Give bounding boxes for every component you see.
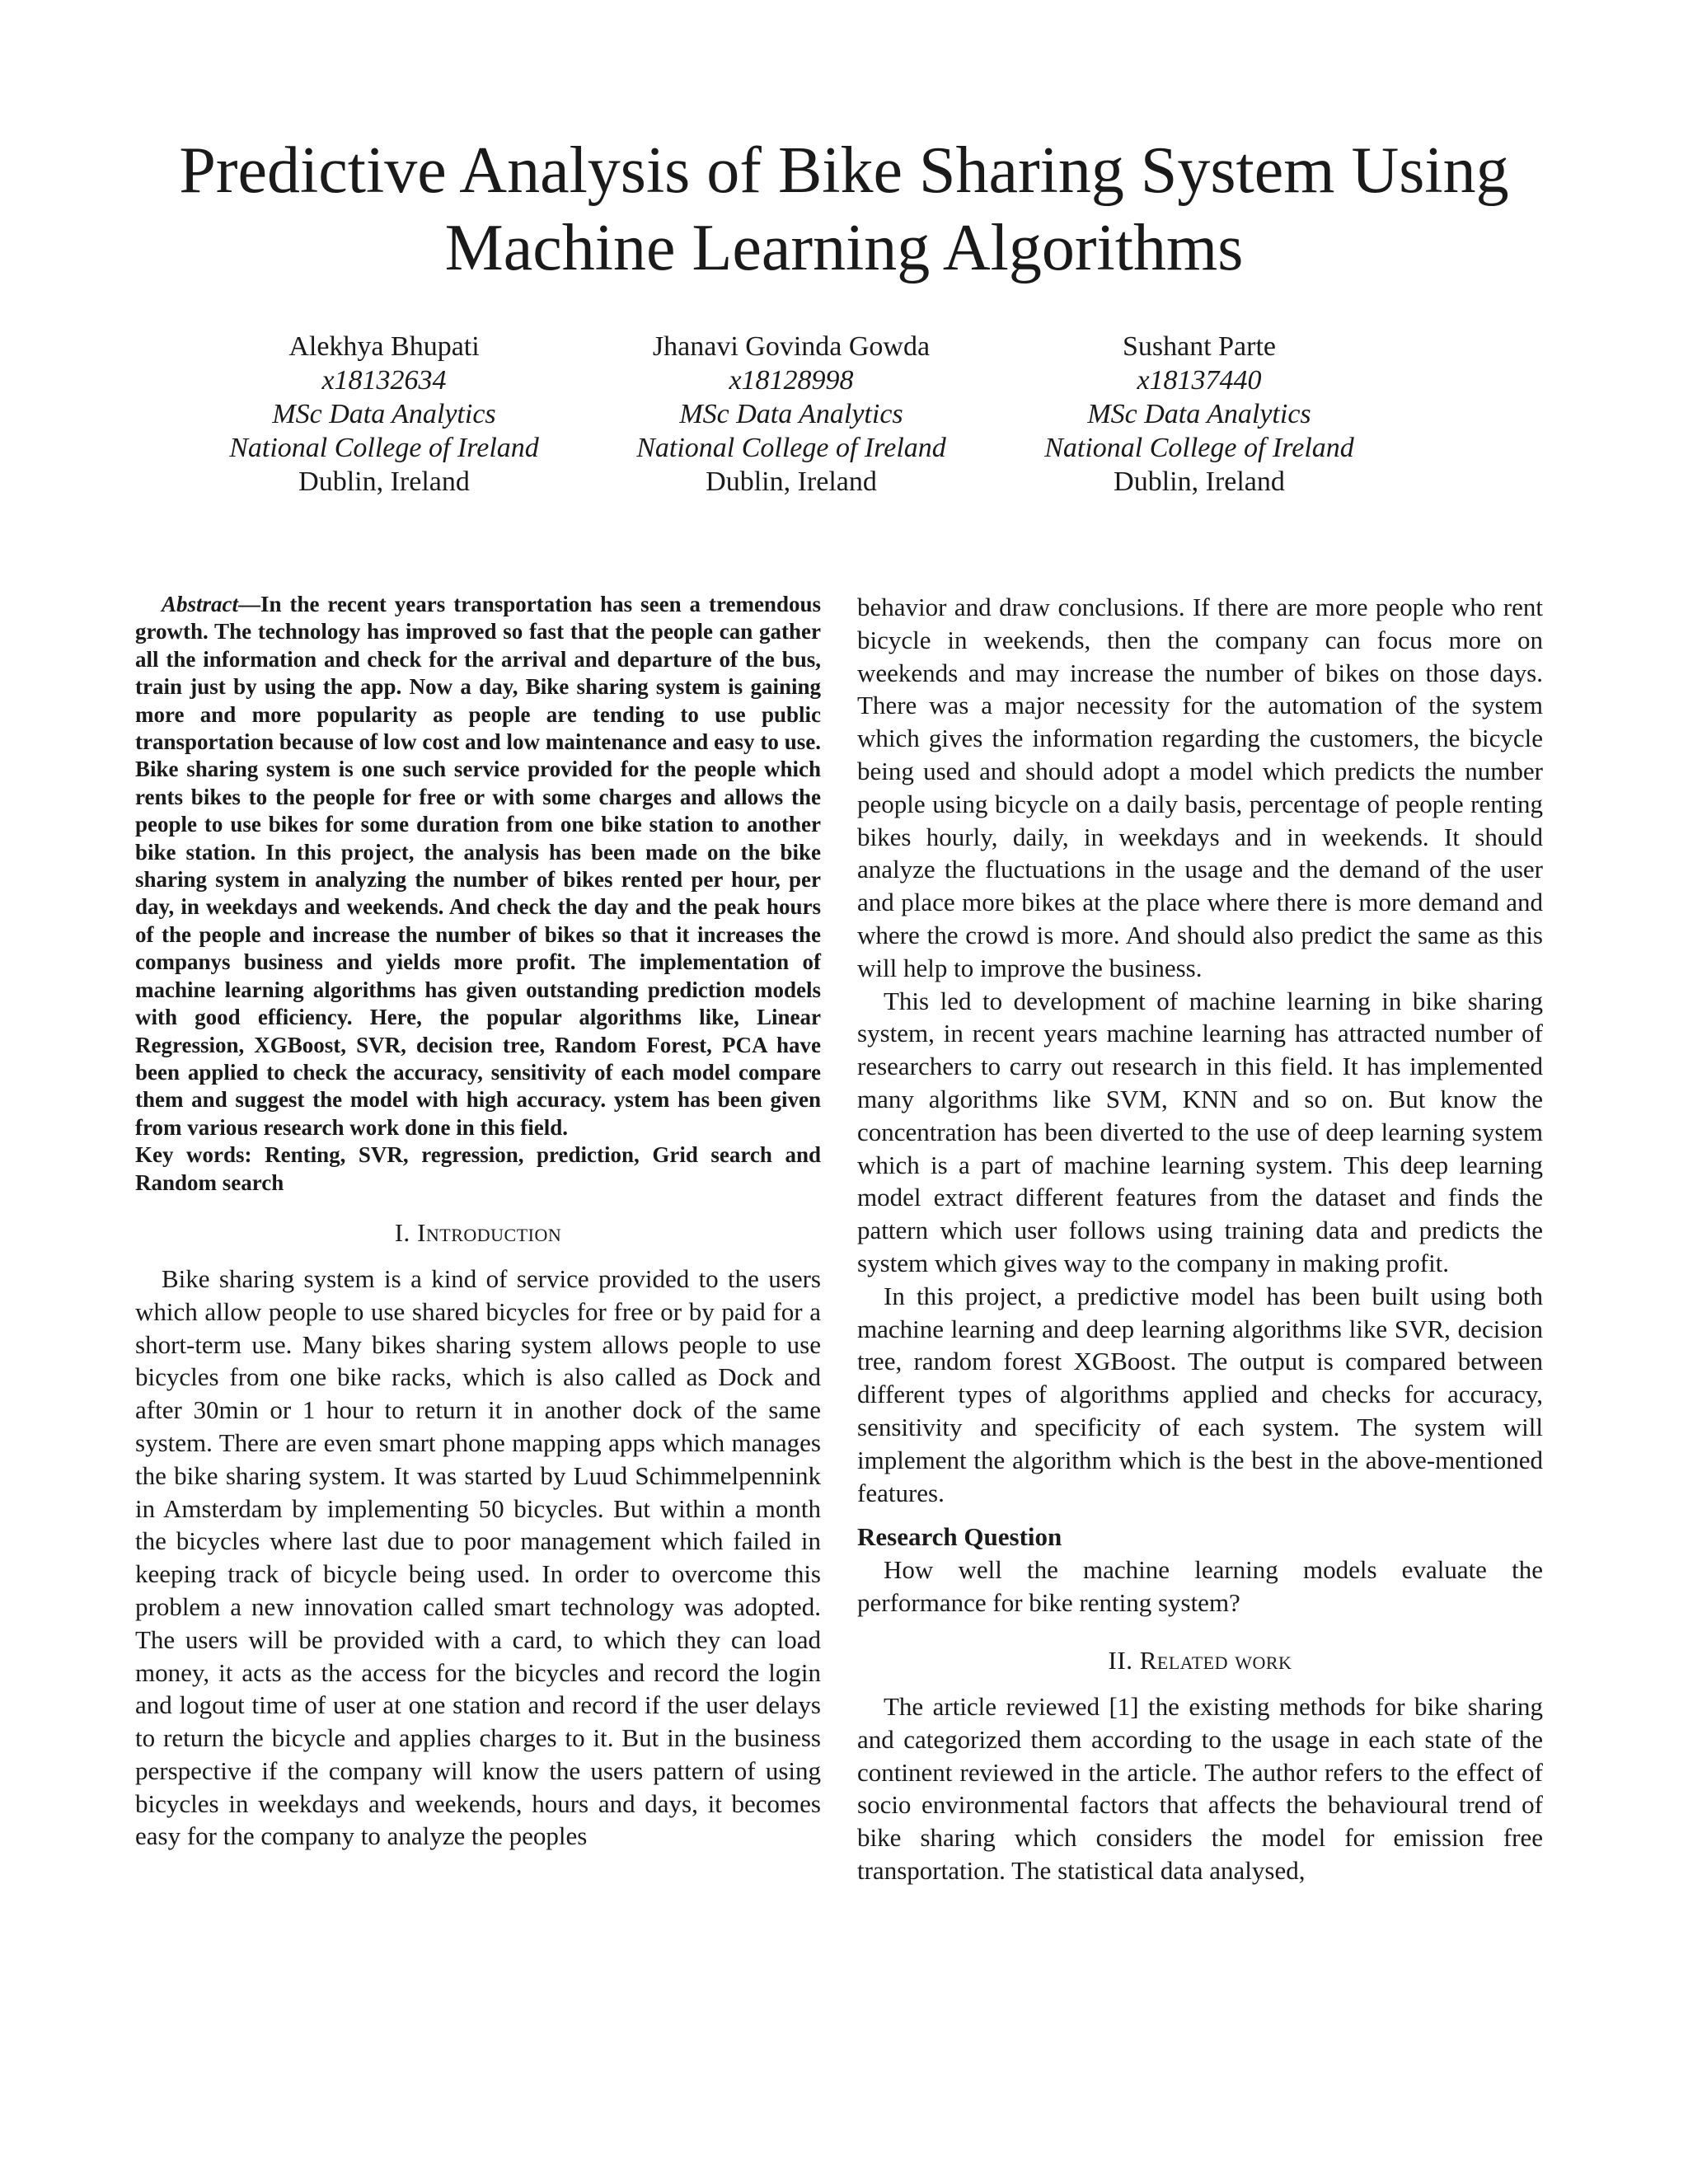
author-id: x18128998	[729, 365, 854, 396]
author-college: National College of Ireland	[1044, 433, 1354, 463]
author-name: Alekhya Bhupati	[288, 331, 480, 362]
title-line-2: Machine Learning Algorithms	[444, 212, 1244, 284]
author-location: Dublin, Ireland	[298, 466, 470, 497]
author-program: MSc Data Analytics	[272, 399, 496, 429]
author-id: x18132634	[321, 365, 447, 396]
intro-paragraph-2: This led to development of machine learning in bike sharing system, in recent years machine learning has attracted number of researchers to carry out research in this field. It has implemented many algorithms like SVM, KNN and so on. But know the concentration has been diverted to the use of deep learning system which is a part of machine learning system. This deep learning model extract different features from the dataset and finds the pattern which user follows using training data and predicts the system which gives way to the company in making profit.	[857, 986, 1543, 1277]
author-id: x18137440	[1137, 365, 1262, 396]
research-question-text: How well the machine learning models evaluate the performance for bike renting system?	[857, 1555, 1543, 1618]
paper-title	[0, 132, 1688, 287]
intro-paragraph-1-continued: behavior and draw conclusions. If there are more people who rent bicycle in weekends, then the company can focus more on weekends and may increase the number of bikes on those days. There was a major necessity for the automation of the system which gives the information regarding the customers, the bicycle being used and should adopt a model which predicts the number people using bicycle on a daily basis, percentage of people renting bikes hourly, daily, in weekdays and in weekends. It should analyze the fluctuations in the usage and the demand of the user and place more bikes at the place where there is more demand and where the crowd is more. And should also predict the same as this will help to improve the business.	[857, 593, 1543, 982]
title-line-1: Predictive Analysis of Bike Sharing System Using	[179, 134, 1509, 207]
author-location: Dublin, Ireland	[1114, 466, 1285, 497]
intro-paragraph-3: In this project, a predictive model has been built using both machine learning and deep learning algorithms like SVR, decision tree, random forest XGBoost. The output is compared between different types of algorithms applied and checks for accuracy, sensitivity and specificity of each system. The system will implement the algorithm which is the best in the above-mentioned features.	[857, 1281, 1543, 1507]
section-number: I.	[394, 1217, 410, 1247]
related-work-paragraph-1: The article reviewed [1] the existing methods for bike sharing and categorized them according to the usage in each state of the continent reviewed in the article. The author refers to the effect of socio environmental factors that affects the behavioural trend of bike sharing which considers the model for emission free transportation. The statistical data analysed,	[857, 1691, 1543, 1885]
section-title: Introduction	[417, 1217, 562, 1247]
author-college: National College of Ireland	[229, 433, 539, 463]
section-heading-related-work	[857, 1644, 1543, 1677]
author-program: MSc Data Analytics	[1087, 399, 1311, 429]
abstract-label: Abstract	[162, 592, 239, 616]
author-name: Jhanavi Govinda Gowda	[652, 331, 931, 362]
research-question-heading: Research Question	[857, 1522, 1062, 1552]
keywords: Key words: Renting, SVR, regression, prediction, Grid search and Random search	[135, 1142, 821, 1195]
author-name: Sushant Parte	[1122, 331, 1277, 362]
author-program: MSc Data Analytics	[679, 399, 903, 429]
section-number: II.	[1108, 1645, 1133, 1675]
left-column	[135, 591, 821, 1853]
section-heading-introduction	[135, 1216, 821, 1249]
abstract-text: —In the recent years transportation has seen a tremendous growth. The technology has improved so fast that the people can gather all the information and check for the arrival and departure of the bus, train just by using the app. Now a day, Bike sharing system is gaining more and more popularity as people are tending to use public transportation because of low cost and low maintenance and easy to use. Bike sharing system is one such service provided for the people which rents bikes to the people for free or with some charges and allows the people to use bikes for some duration from one bike station to another bike station. In this project, the analysis has been made on the bike sharing system in analyzing the number of bikes rented per hour, per day, in weekdays and weekends. And check the day and the peak hours of the people and increase the number of bikes so that it increases the companys business and yields more profit. The implementation of machine learning algorithms has given outstanding prediction models with good efficiency. Here, the popular algorithms like, Linear Regression, XGBoost, SVR, decision tree, Random Forest, PCA have been applied to check the accuracy, sensitivity of each model compare them and suggest the model with high accuracy. ystem has been given from various research work done in this field.	[135, 592, 821, 1140]
author-location: Dublin, Ireland	[706, 466, 877, 497]
right-column	[857, 591, 1543, 1887]
author-college: National College of Ireland	[636, 433, 946, 463]
author-block-3	[952, 330, 1447, 499]
section-title: Related work	[1139, 1645, 1292, 1675]
abstract	[135, 591, 821, 1141]
intro-paragraph-1: Bike sharing system is a kind of service provided to the users which allow people to use shared bicycles for free or by paid for a short-term use. Many bikes sharing system allows people to use bicycles from one bike racks, which is also called as Dock and after 30min or 1 hour to return it in another dock of the same system. There are even smart phone mapping apps which manages the bike sharing system. It was started by Luud Schimmelpennink in Amsterdam by implementing 50 bicycles. But within a month the bicycles where last due to poor management which failed in keeping track of bicycle being used. In order to overcome this problem a new innovation called smart technology was adopted. The users will be provided with a card, to which they can load money, it acts as the access for the bicycles and record the login and logout time of user at one station and record if the user delays to return the bicycle and applies charges to it. But in the business perspective if the company will know the users pattern of using bicycles in weekdays and weekends, hours and days, it becomes easy for the company to analyze the peoples	[135, 1263, 821, 1851]
